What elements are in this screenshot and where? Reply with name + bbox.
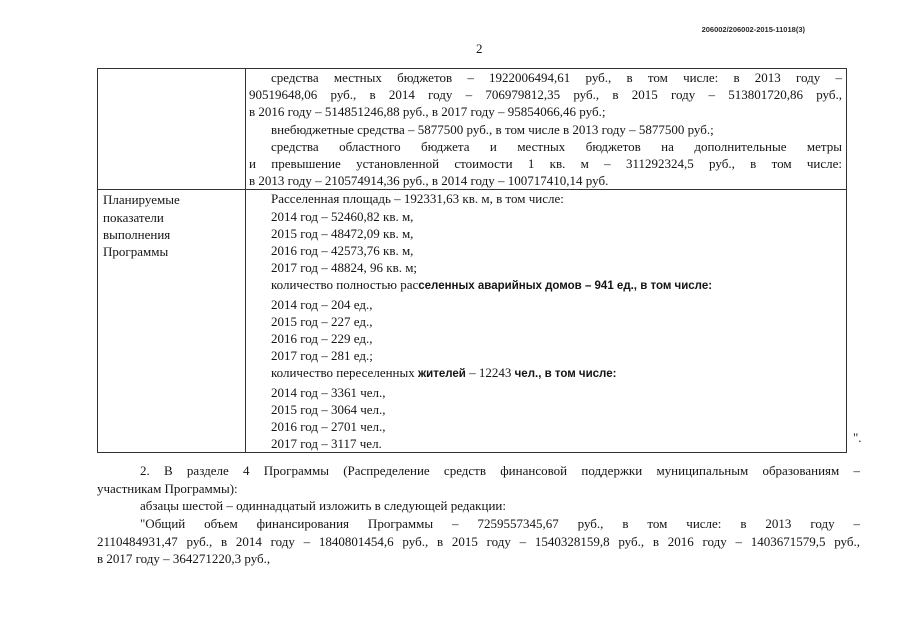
funding-line: в 2016 году – 514851246,88 руб., в 2017 году – 95854066,46 руб.; xyxy=(249,104,606,120)
residents-intro-bold: жителей xyxy=(418,368,466,381)
residents-intro-bold: чел., в том числе: xyxy=(514,368,617,381)
table-row-indicators xyxy=(98,190,847,453)
residents-intro-part: количество переселенных xyxy=(271,365,418,381)
indicators-label-line: Программы xyxy=(103,244,169,260)
houses-year-line: 2015 год – 227 ед., xyxy=(271,313,373,329)
houses-year-line: 2016 год – 229 ед., xyxy=(271,331,373,347)
table-row-funding xyxy=(98,69,847,190)
residents-year-line: 2014 год – 3361 чел., xyxy=(271,384,386,400)
houses-intro-part: количество полностью рас xyxy=(271,277,419,293)
houses-intro-bold: селенных аварийных домов – 941 ед., в том числе: xyxy=(418,280,713,293)
houses-year-line: 2014 год – 204 ед., xyxy=(271,296,373,312)
area-year-line: 2014 год – 52460,82 кв. м, xyxy=(271,208,414,224)
residents-year-line: 2017 год – 3117 чел. xyxy=(271,436,382,452)
page-number: 2 xyxy=(476,41,483,56)
indicators-label-line: Планируемые xyxy=(103,192,180,208)
funding-right-cell xyxy=(246,69,847,190)
funding-line: в 2013 году – 210574914,36 руб., в 2014 году – 100717410,14 руб. xyxy=(249,173,609,189)
residents-year-line: 2015 год – 3064 чел., xyxy=(271,401,386,417)
paragraph-line: 2110484931,47 руб., в 2014 году – 1840801454,6 руб., в 2015 году – 1540328159,8 руб., в 2016 году – 1403671579,5 руб., xyxy=(97,533,860,549)
paragraph-line: абзацы шестой – одиннадцатый изложить в следующей редакции: xyxy=(140,498,506,513)
funding-left-cell xyxy=(98,69,246,190)
area-year-line: 2016 год – 42573,76 кв. м, xyxy=(271,243,414,259)
paragraph-line: участникам Программы): xyxy=(97,480,238,496)
paragraph-line: 2. В разделе 4 Программы (Распределение средств финансовой поддержки муниципальным образованиям – xyxy=(140,463,860,478)
closing-quote: ". xyxy=(853,430,862,445)
area-year-line: 2015 год – 48472,09 кв. м, xyxy=(271,225,414,241)
paragraph-abzacy xyxy=(97,497,860,515)
residents-intro-part: – 12243 xyxy=(465,365,515,381)
residents-intro xyxy=(249,364,842,383)
program-table xyxy=(97,68,847,453)
funding-line: средства местных бюджетов – 1922006494,61 руб., в том числе: в 2013 году – xyxy=(271,70,842,85)
funding-line: средства областного бюджета и местных бюджетов на дополнительные метры xyxy=(271,138,842,154)
funding-line: 90519648,06 руб., в 2014 году – 706979812,35 руб., в 2015 году – 513801720,86 руб., xyxy=(249,87,842,103)
houses-year-line: 2017 год – 281 ед.; xyxy=(271,348,373,364)
indicators-label-line: показатели xyxy=(103,209,164,225)
paragraph-financing xyxy=(97,515,860,568)
paragraph-line: в 2017 году – 364271220,3 руб., xyxy=(97,551,271,566)
funding-line: и превышение установленной стоимости 1 кв. м – 311292324,5 руб., в том числе: xyxy=(249,156,842,172)
funding-line: внебюджетные средства – 5877500 руб., в том числе в 2013 году – 5877500 руб.; xyxy=(271,121,714,137)
paragraph-section-4 xyxy=(97,462,860,497)
paragraph-line: "Общий объем финансирования Программы – 7259557345,67 руб., в том числе: в 2013 году – xyxy=(140,516,860,531)
document-id: 206002/206002-2015-11018(3) xyxy=(701,25,805,34)
indicators-label-line: выполнения xyxy=(103,226,171,242)
indicators-value-cell xyxy=(246,190,847,453)
houses-intro xyxy=(249,276,842,295)
indicators-label-cell xyxy=(98,190,246,453)
area-year-line: 2017 год – 48824, 96 кв. м; xyxy=(271,260,418,276)
residents-year-line: 2016 год – 2701 чел., xyxy=(271,419,386,435)
area-intro: Расселенная площадь – 192331,63 кв. м, в том числе: xyxy=(271,191,564,207)
